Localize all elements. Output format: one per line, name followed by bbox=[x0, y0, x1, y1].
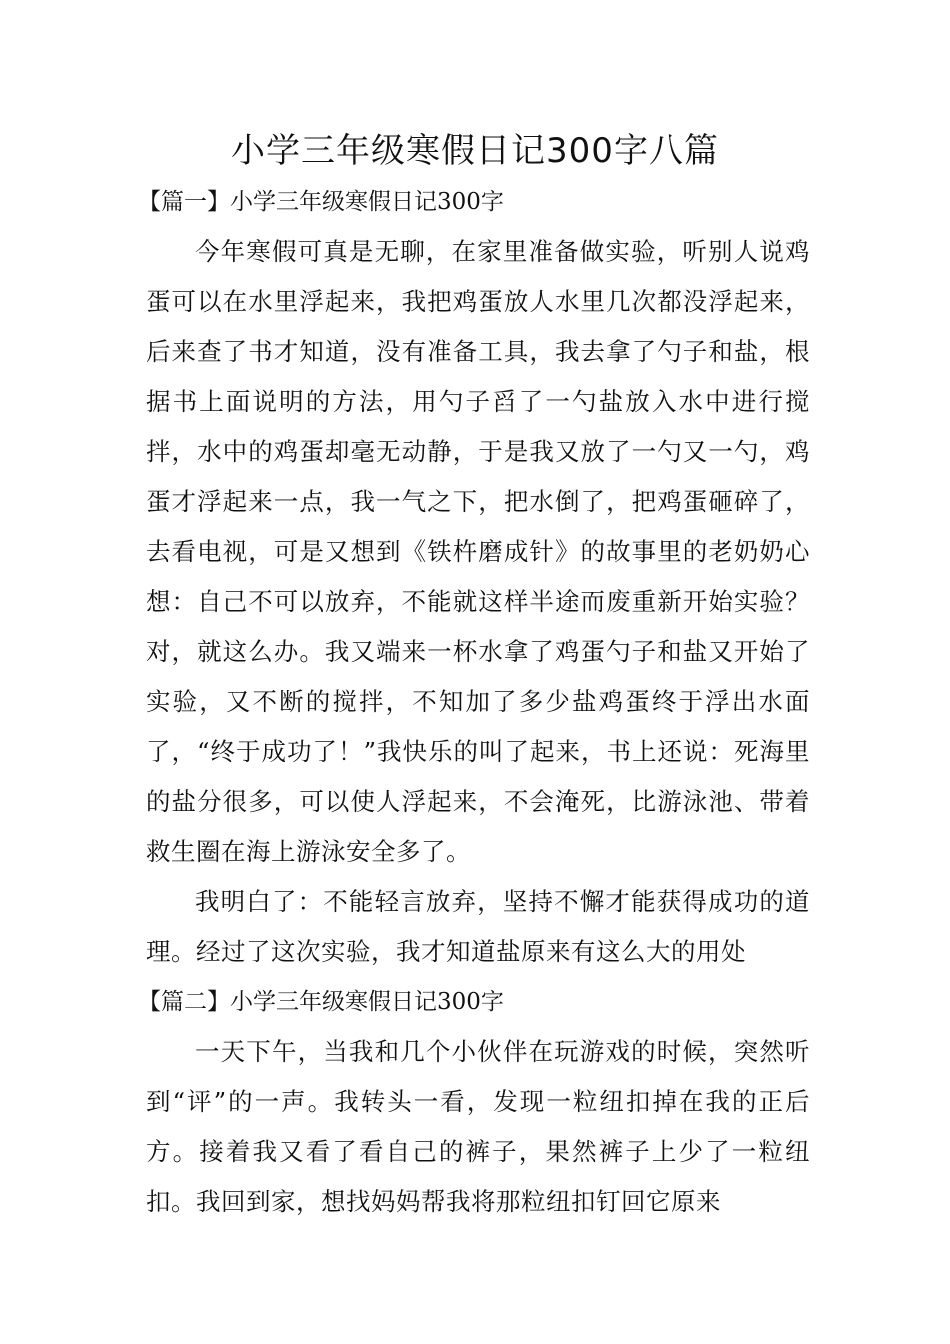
document-title: 小学三年级寒假日记300字八篇 bbox=[231, 131, 719, 171]
section-heading: 【篇一】小学三年级寒假日记300字 bbox=[138, 189, 504, 215]
section-2 bbox=[138, 977, 810, 1227]
paragraph: 一天下午，当我和几个小伙伴在玩游戏的时候，突然听到“评”的一声。我转头一看，发现一粒纽扣掉在我的正后方。接着我又看了看自己的裤子，果然裤子上少了一粒纽扣。我回到家，想找妈妈帮我将那粒纽扣钉回它原来 bbox=[146, 1037, 810, 1216]
paragraph: 我明白了：不能轻言放弃，坚持不懈才能获得成功的道理。经过了这次实验，我才知道盐原来有这么大的用处 bbox=[146, 887, 810, 966]
document-body bbox=[138, 177, 810, 1227]
paragraph: 今年寒假可真是无聊，在家里准备做实验，听别人说鸡蛋可以在水里浮起来，我把鸡蛋放人水里几次都没浮起来，后来查了书才知道，没有准备工具，我去拿了勺子和盐，根据书上面说明的方法，用勺子舀了一勺盐放入水中进行搅拌，水中的鸡蛋却毫无动静，于是我又放了一勺又一勺，鸡蛋才浮起来一点，我一气之下，把水倒了，把鸡蛋砸碎了，去看电视，可是又想到《铁杵磨成针》的故事里的老奶奶心想：自己不可以放弃，不能就这样半途而废重新开始实验？对，就这么办。我又端来一杯水拿了鸡蛋勺子和盐又开始了实验，又不断的搅拌，不知加了多少盐鸡蛋终于浮出水面了，“终于成功了！”我快乐的叫了起来，书上还说：死海里的盐分很多，可以使人浮起来，不会淹死，比游泳池、带着救生圈在海上游泳安全多了。 bbox=[146, 237, 810, 866]
section-heading: 【篇二】小学三年级寒假日记300字 bbox=[138, 989, 504, 1015]
section-1 bbox=[138, 177, 810, 977]
